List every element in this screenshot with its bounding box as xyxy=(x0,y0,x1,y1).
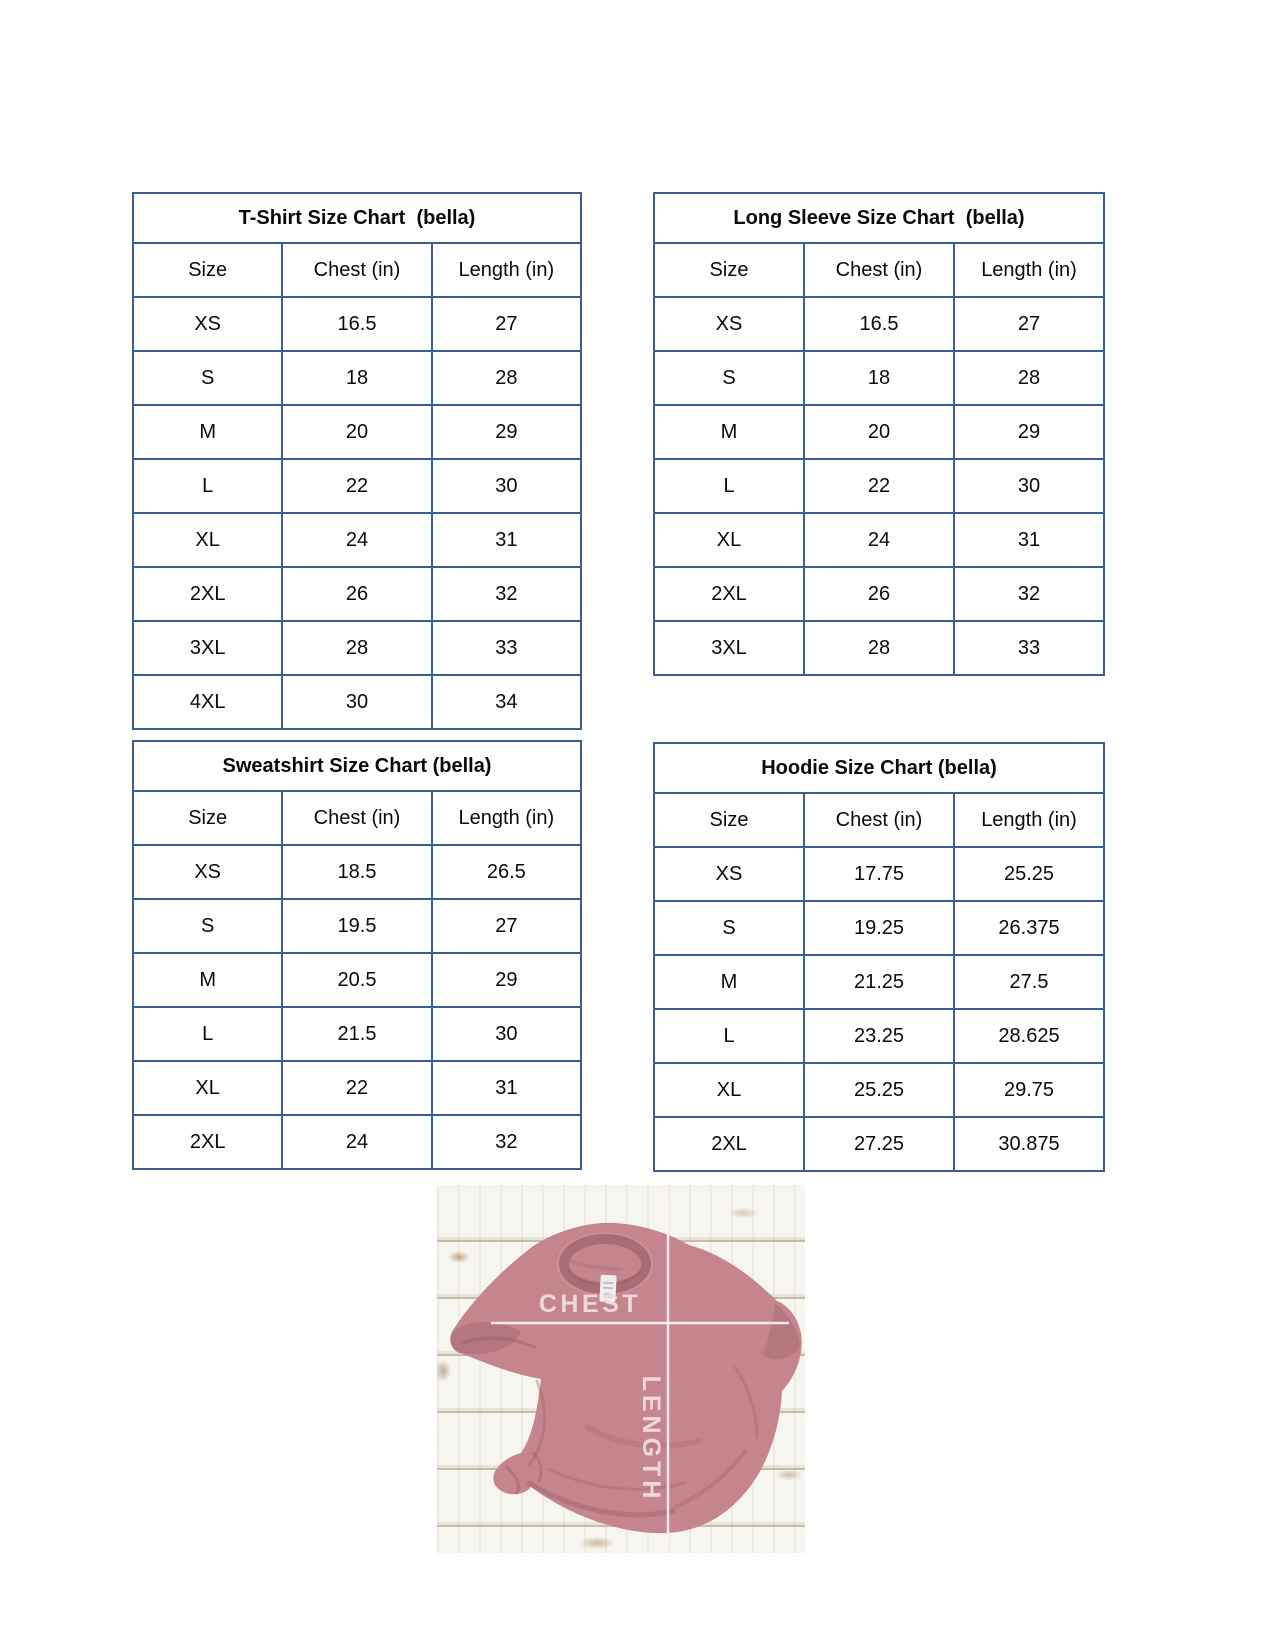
tshirt-size-chart-table xyxy=(132,192,582,730)
hoodie-chest-cell: 25.25 xyxy=(804,1063,954,1117)
long-sleeve-length-cell: 28 xyxy=(954,351,1104,405)
hoodie-length-cell: 25.25 xyxy=(954,847,1104,901)
hoodie-length-cell: 28.625 xyxy=(954,1009,1104,1063)
chest-label: CHEST xyxy=(538,1290,642,1318)
long-sleeve-length-cell: 33 xyxy=(954,621,1104,675)
sweatshirt-chest-cell: 20.5 xyxy=(282,953,431,1007)
hoodie-size-cell: XL xyxy=(654,1063,804,1117)
long-sleeve-chest-cell: 18 xyxy=(804,351,954,405)
sweatshirt-header-col-2: Length (in) xyxy=(432,791,581,845)
hoodie-length-cell: 29.75 xyxy=(954,1063,1104,1117)
hoodie-size-cell: L xyxy=(654,1009,804,1063)
tshirt-row-M xyxy=(133,405,581,459)
hoodie-table-title: Hoodie Size Chart (bella) xyxy=(654,743,1104,793)
long-sleeve-row-M xyxy=(654,405,1104,459)
sweatshirt-size-cell: M xyxy=(133,953,282,1007)
sweatshirt-length-cell: 31 xyxy=(432,1061,581,1115)
long-sleeve-chest-cell: 28 xyxy=(804,621,954,675)
tshirt-chest-cell: 28 xyxy=(282,621,431,675)
hoodie-size-chart-table xyxy=(653,742,1105,1172)
tshirt-measurement-illustration xyxy=(437,1185,805,1553)
sweatshirt-chest-cell: 18.5 xyxy=(282,845,431,899)
tshirt-size-cell: M xyxy=(133,405,282,459)
long-sleeve-row-3XL xyxy=(654,621,1104,675)
sweatshirt-size-cell: 2XL xyxy=(133,1115,282,1169)
tshirt-measurement-photo xyxy=(437,1185,805,1553)
tshirt-chest-cell: 26 xyxy=(282,567,431,621)
sweatshirt-header-col-0: Size xyxy=(133,791,282,845)
hoodie-size-cell: S xyxy=(654,901,804,955)
long-sleeve-header-col-0: Size xyxy=(654,243,804,297)
long-sleeve-row-2XL xyxy=(654,567,1104,621)
hoodie-size-cell: M xyxy=(654,955,804,1009)
sweatshirt-size-chart-table xyxy=(132,740,582,1170)
tshirt-chest-cell: 20 xyxy=(282,405,431,459)
tshirt-length-cell: 28 xyxy=(432,351,581,405)
hoodie-chest-cell: 19.25 xyxy=(804,901,954,955)
tshirt-row-4XL xyxy=(133,675,581,729)
tshirt-length-cell: 29 xyxy=(432,405,581,459)
tshirt-row-3XL xyxy=(133,621,581,675)
tshirt-size-cell: S xyxy=(133,351,282,405)
hoodie-header-col-0: Size xyxy=(654,793,804,847)
long-sleeve-size-cell: S xyxy=(654,351,804,405)
long-sleeve-size-cell: XL xyxy=(654,513,804,567)
long-sleeve-chest-cell: 20 xyxy=(804,405,954,459)
hoodie-header-col-1: Chest (in) xyxy=(804,793,954,847)
hoodie-chest-cell: 21.25 xyxy=(804,955,954,1009)
tshirt-length-cell: 27 xyxy=(432,297,581,351)
long-sleeve-size-cell: XS xyxy=(654,297,804,351)
long-sleeve-header-col-1: Chest (in) xyxy=(804,243,954,297)
tshirt-chest-cell: 18 xyxy=(282,351,431,405)
sweatshirt-row-M xyxy=(133,953,581,1007)
long-sleeve-chest-cell: 26 xyxy=(804,567,954,621)
sweatshirt-length-cell: 30 xyxy=(432,1007,581,1061)
tshirt-header-col-0: Size xyxy=(133,243,282,297)
hoodie-size-cell: 2XL xyxy=(654,1117,804,1171)
hoodie-length-cell: 26.375 xyxy=(954,901,1104,955)
tshirt-header-col-1: Chest (in) xyxy=(282,243,431,297)
sweatshirt-chest-cell: 21.5 xyxy=(282,1007,431,1061)
hoodie-row-L xyxy=(654,1009,1104,1063)
tshirt-length-cell: 34 xyxy=(432,675,581,729)
hoodie-row-M xyxy=(654,955,1104,1009)
tshirt-length-cell: 31 xyxy=(432,513,581,567)
tshirt-row-XL xyxy=(133,513,581,567)
long-sleeve-row-L xyxy=(654,459,1104,513)
long-sleeve-length-cell: 32 xyxy=(954,567,1104,621)
hoodie-row-XL xyxy=(654,1063,1104,1117)
hoodie-title-row xyxy=(654,743,1104,793)
hoodie-header-col-2: Length (in) xyxy=(954,793,1104,847)
long-sleeve-row-XL xyxy=(654,513,1104,567)
tshirt-size-cell: XL xyxy=(133,513,282,567)
tshirt-table-title: T-Shirt Size Chart (bella) xyxy=(133,193,581,243)
hoodie-chest-cell: 27.25 xyxy=(804,1117,954,1171)
tshirt-header-col-2: Length (in) xyxy=(432,243,581,297)
tshirt-length-cell: 33 xyxy=(432,621,581,675)
sweatshirt-size-cell: XL xyxy=(133,1061,282,1115)
long-sleeve-length-cell: 29 xyxy=(954,405,1104,459)
hoodie-chest-cell: 23.25 xyxy=(804,1009,954,1063)
sweatshirt-row-S xyxy=(133,899,581,953)
tshirt-size-cell: 3XL xyxy=(133,621,282,675)
long-sleeve-size-cell: M xyxy=(654,405,804,459)
sweatshirt-row-2XL xyxy=(133,1115,581,1169)
sweatshirt-size-cell: S xyxy=(133,899,282,953)
long-sleeve-table-title: Long Sleeve Size Chart (bella) xyxy=(654,193,1104,243)
length-label: LENGTH xyxy=(637,1375,665,1503)
sweatshirt-header-col-1: Chest (in) xyxy=(282,791,431,845)
shirt-body xyxy=(450,1223,801,1533)
hoodie-size-cell: XS xyxy=(654,847,804,901)
tshirt-title-row xyxy=(133,193,581,243)
tshirt-row-XS xyxy=(133,297,581,351)
tshirt-size-cell: XS xyxy=(133,297,282,351)
tshirt-length-cell: 32 xyxy=(432,567,581,621)
long-sleeve-size-cell: 3XL xyxy=(654,621,804,675)
tshirt-length-cell: 30 xyxy=(432,459,581,513)
long-sleeve-row-S xyxy=(654,351,1104,405)
sweatshirt-length-cell: 29 xyxy=(432,953,581,1007)
hoodie-row-2XL xyxy=(654,1117,1104,1171)
tshirt-size-cell: 2XL xyxy=(133,567,282,621)
long-sleeve-chest-cell: 24 xyxy=(804,513,954,567)
hoodie-row-S xyxy=(654,901,1104,955)
sweatshirt-length-cell: 32 xyxy=(432,1115,581,1169)
long-sleeve-header-col-2: Length (in) xyxy=(954,243,1104,297)
tshirt-header-row xyxy=(133,243,581,297)
hoodie-chest-cell: 17.75 xyxy=(804,847,954,901)
sweatshirt-title-row xyxy=(133,741,581,791)
sweatshirt-size-cell: XS xyxy=(133,845,282,899)
sweatshirt-size-cell: L xyxy=(133,1007,282,1061)
tshirt-row-L xyxy=(133,459,581,513)
long-sleeve-header-row xyxy=(654,243,1104,297)
sweatshirt-length-cell: 27 xyxy=(432,899,581,953)
long-sleeve-row-XS xyxy=(654,297,1104,351)
sweatshirt-chest-cell: 24 xyxy=(282,1115,431,1169)
long-sleeve-size-cell: 2XL xyxy=(654,567,804,621)
long-sleeve-size-chart-table xyxy=(653,192,1105,676)
sweatshirt-chest-cell: 19.5 xyxy=(282,899,431,953)
long-sleeve-length-cell: 31 xyxy=(954,513,1104,567)
tshirt-chest-cell: 24 xyxy=(282,513,431,567)
sweatshirt-row-L xyxy=(133,1007,581,1061)
hoodie-length-cell: 27.5 xyxy=(954,955,1104,1009)
long-sleeve-length-cell: 27 xyxy=(954,297,1104,351)
sweatshirt-row-XS xyxy=(133,845,581,899)
sweatshirt-table-title: Sweatshirt Size Chart (bella) xyxy=(133,741,581,791)
tshirt-chest-cell: 16.5 xyxy=(282,297,431,351)
sweatshirt-header-row xyxy=(133,791,581,845)
hoodie-length-cell: 30.875 xyxy=(954,1117,1104,1171)
long-sleeve-chest-cell: 16.5 xyxy=(804,297,954,351)
sweatshirt-row-XL xyxy=(133,1061,581,1115)
tshirt-chest-cell: 22 xyxy=(282,459,431,513)
tshirt-chest-cell: 30 xyxy=(282,675,431,729)
hoodie-header-row xyxy=(654,793,1104,847)
long-sleeve-length-cell: 30 xyxy=(954,459,1104,513)
hoodie-row-XS xyxy=(654,847,1104,901)
sweatshirt-chest-cell: 22 xyxy=(282,1061,431,1115)
long-sleeve-size-cell: L xyxy=(654,459,804,513)
tshirt-size-cell: 4XL xyxy=(133,675,282,729)
tshirt-size-cell: L xyxy=(133,459,282,513)
long-sleeve-title-row xyxy=(654,193,1104,243)
tshirt-row-2XL xyxy=(133,567,581,621)
tshirt-row-S xyxy=(133,351,581,405)
sweatshirt-length-cell: 26.5 xyxy=(432,845,581,899)
long-sleeve-chest-cell: 22 xyxy=(804,459,954,513)
